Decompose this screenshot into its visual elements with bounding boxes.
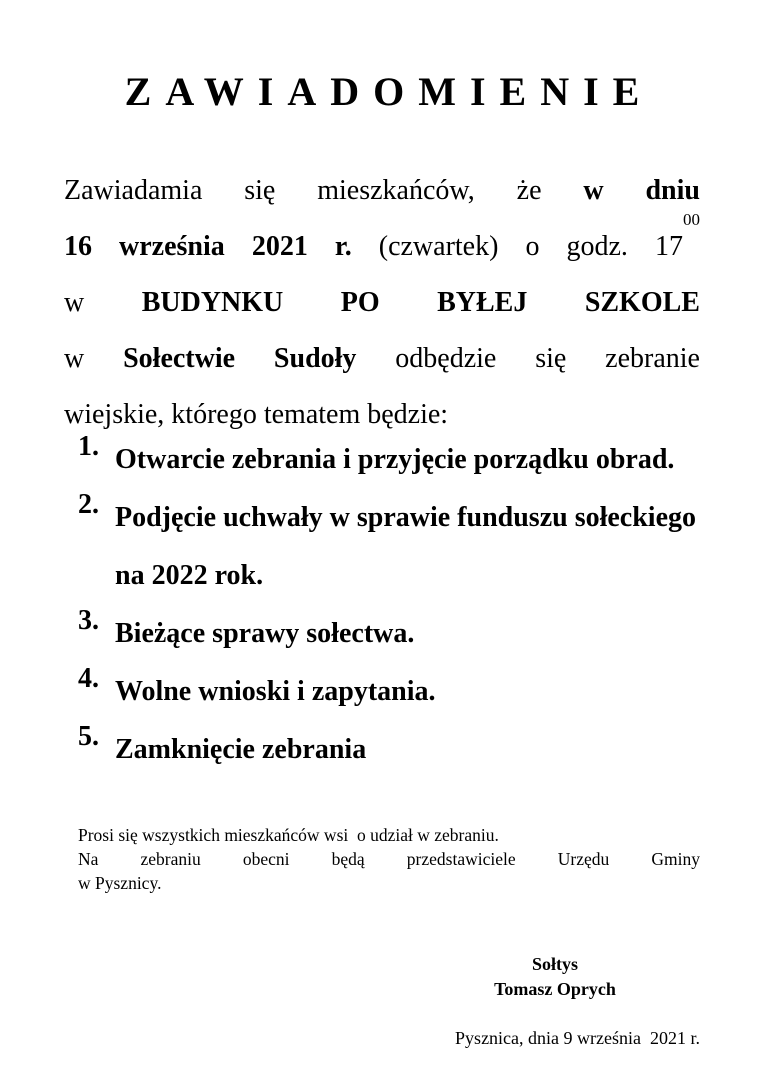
body-word-bold: w xyxy=(583,175,604,206)
body-word: godz. xyxy=(566,231,628,262)
signatory-name: Tomasz Oprych xyxy=(494,979,616,999)
body-word: Zawiadamia xyxy=(64,175,203,206)
agenda-item xyxy=(78,489,718,605)
meeting-year: 2021 xyxy=(251,231,308,262)
agenda-text: Wolne wnioski i zapytania. xyxy=(115,676,436,707)
agenda-list xyxy=(78,431,718,779)
body-word-bold: dniu xyxy=(645,175,700,206)
agenda-number: 5. xyxy=(78,721,99,752)
body-line-1 xyxy=(64,163,700,219)
agenda-item xyxy=(78,721,718,779)
venue-word: PO xyxy=(340,287,380,318)
village-word: Sołectwie xyxy=(123,343,236,374)
agenda-item xyxy=(78,605,718,663)
note-line-3: w Pysznicy. xyxy=(78,873,162,893)
body-line-2 xyxy=(64,210,700,275)
body-word: odbędzie xyxy=(395,343,497,374)
body-line-3 xyxy=(64,275,700,331)
weekday: (czwartek) xyxy=(378,231,499,262)
agenda-text: Bieżące sprawy sołectwa. xyxy=(115,618,415,649)
body-word: w xyxy=(64,343,85,374)
venue-word: BUDYNKU xyxy=(141,287,284,318)
body-word: o xyxy=(525,231,540,262)
body-line-5: wiejskie, którego tematem będzie: xyxy=(64,399,449,430)
village-word: Sudoły xyxy=(273,343,357,374)
venue-word: BYŁEJ xyxy=(437,287,528,318)
meeting-month: września xyxy=(119,231,225,262)
meeting-hour: 17 xyxy=(654,231,683,262)
year-suffix: r. xyxy=(334,231,352,262)
notice-title: ZAWIADOMIENIE xyxy=(124,69,654,114)
agenda-number: 1. xyxy=(78,431,99,462)
body-word: się xyxy=(244,175,276,206)
agenda-number: 4. xyxy=(78,663,99,694)
agenda-item xyxy=(78,431,718,489)
note-word: Urzędu xyxy=(557,849,610,869)
agenda-number: 2. xyxy=(78,489,99,520)
note-word: Gminy xyxy=(651,849,700,869)
notice-body xyxy=(64,163,700,443)
note-line-1: Prosi się wszystkich mieszkańców wsi o udział w zebraniu. xyxy=(78,825,499,845)
note-line-2 xyxy=(78,847,700,871)
body-word: że xyxy=(516,175,542,206)
signatory-role: Sołtys xyxy=(531,954,578,974)
agenda-item xyxy=(78,663,718,721)
place-and-date: Pysznica, dnia 9 września 2021 r. xyxy=(455,1028,700,1048)
agenda-text: Otwarcie zebrania i przyjęcie porządku obrad. xyxy=(115,444,675,475)
note-word: obecni xyxy=(242,849,290,869)
body-word: w xyxy=(64,287,85,318)
agenda-text: Zamknięcie zebrania xyxy=(115,734,367,765)
meeting-time xyxy=(654,210,700,275)
body-word: mieszkańców, xyxy=(317,175,475,206)
agenda-text: Podjęcie uchwały w sprawie funduszu sołeckiego na 2022 rok. xyxy=(115,502,696,591)
note-word: zebraniu xyxy=(140,849,201,869)
body-word: zebranie xyxy=(605,343,700,374)
body-word: się xyxy=(535,343,567,374)
meeting-minutes: 00 xyxy=(682,210,700,229)
signature-block xyxy=(440,952,670,1002)
note-word: przedstawiciele xyxy=(406,849,516,869)
attendance-note xyxy=(78,823,700,895)
note-word: Na xyxy=(78,849,99,869)
body-line-4 xyxy=(64,331,700,387)
agenda-number: 3. xyxy=(78,605,99,636)
venue-word: SZKOLE xyxy=(584,287,700,318)
meeting-day: 16 xyxy=(64,231,92,262)
note-word: będą xyxy=(331,849,365,869)
